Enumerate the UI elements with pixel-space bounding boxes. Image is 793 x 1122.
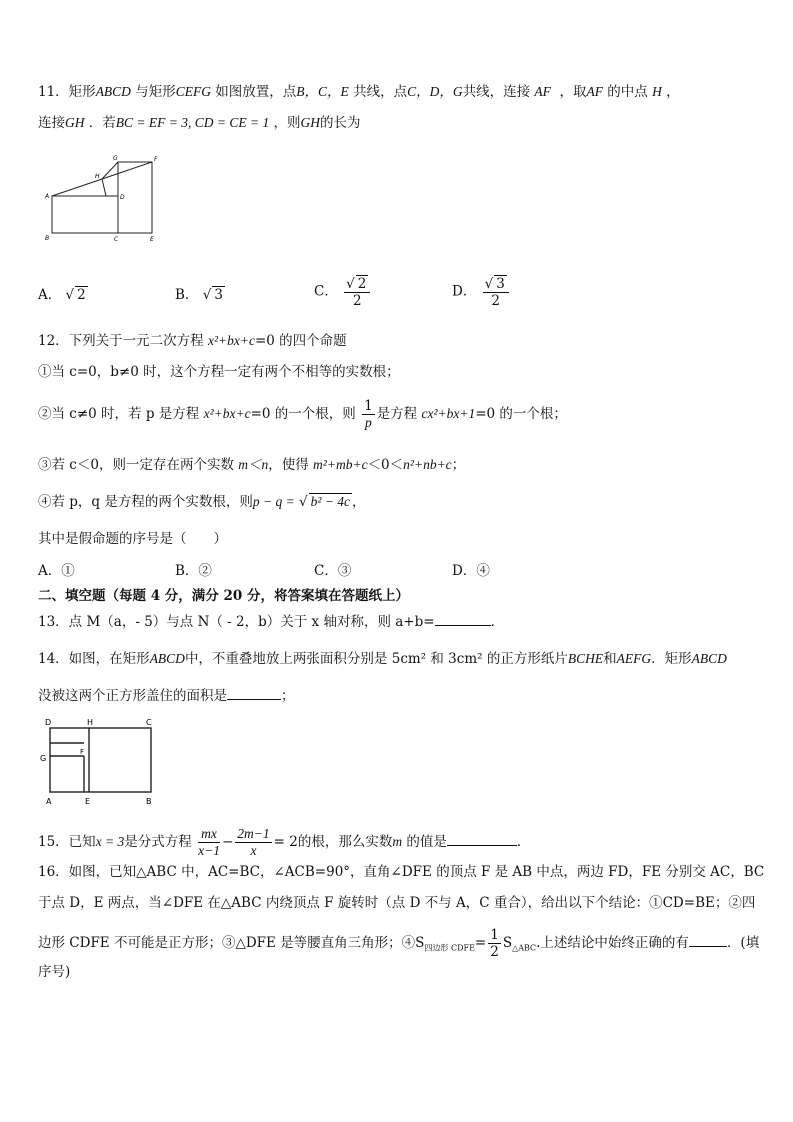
section-2-heading: 二、填空题（每题 4 分，满分 20 分，将答案填在答题纸上） xyxy=(38,588,409,604)
q12-option-c[interactable]: C．③ xyxy=(314,563,352,579)
label-f: F xyxy=(80,748,85,756)
segment-gc-extra xyxy=(102,179,106,196)
label-b: B xyxy=(146,797,152,806)
q11-line2: 连接GH ．若BC = EF = 3, CD = CE = 1 ，则GH的长为 xyxy=(38,115,361,131)
q15-line: 15．已知x = 3是分式方程 $\frac{mx}{x-1}$ − $\frac{2m-1}{x}$ = 2的根，那么实数m 的值是 ． xyxy=(38,826,531,858)
q12-statement-2: ②当 c≠0 时，若 p 是方程 x²+bx+c=0 的一个根，则 $\frac{1}{p}$ 是方程 cx²+bx+1=0 的一个根； xyxy=(38,398,567,430)
label-e: E xyxy=(150,236,154,243)
label-g: G xyxy=(40,754,47,763)
label-a: A xyxy=(46,797,52,806)
rect-abcd xyxy=(52,196,118,233)
label-f: F xyxy=(154,156,158,163)
label-c: C xyxy=(114,236,119,243)
q11-option-d[interactable]: D． $\frac{√ 3}{2}$ xyxy=(452,275,511,309)
q12-statement-4: ④若 p，q 是方程的两个实数根，则p − q = √ b² − 4c ， xyxy=(38,494,366,510)
label-b: B xyxy=(45,235,50,242)
q16-line2: 于点 D，E 两点，当∠DFE 在△ABC 内绕顶点 F 旋转时（点 D 不与 A，C 重合），给出以下个结论：①CD=BE；②四 xyxy=(38,895,756,911)
q11-figure xyxy=(40,152,170,247)
q11-option-b[interactable]: B． √ 3 xyxy=(175,287,223,303)
q12-option-b[interactable]: B．② xyxy=(175,563,212,579)
label-d: D xyxy=(120,194,125,201)
q15-answer-blank[interactable] xyxy=(447,833,517,846)
q12-stem: 12．下列关于一元二次方程 x²+bx+c=0 的四个命题 xyxy=(38,333,347,349)
q11-option-a[interactable]: A． √ 2 xyxy=(38,287,86,303)
q14-line2: 没被这两个正方形盖住的面积是 ； xyxy=(38,688,295,704)
q12-option-d[interactable]: D．④ xyxy=(452,563,490,579)
q12-option-a[interactable]: A．① xyxy=(38,563,75,579)
label-h: H xyxy=(95,173,100,180)
label-d: D xyxy=(45,718,52,727)
label-h: H xyxy=(87,718,94,727)
q11-option-c[interactable]: C． $\frac{√ 2}{2}$ xyxy=(314,275,372,309)
q13-line: 13．点 M（a，- 5）与点 N（ - 2，b）关于 x 轴对称，则 a+b= ． xyxy=(38,614,505,630)
rect-abcd xyxy=(50,728,151,792)
q12-statement-3: ③若 c＜0，则一定存在两个实数 m＜n，使得 m²+mb+c＜0＜n²+nb+c； xyxy=(38,457,466,473)
label-c: C xyxy=(146,718,152,727)
label-g: G xyxy=(113,155,118,162)
q14-line1: 14．如图，在矩形ABCD中，不重叠地放上两张面积分别是 5cm² 和 3cm² 的正方形纸片BCHE和AEFG．矩形ABCD xyxy=(38,651,727,667)
q11-line1: 11．矩形ABCD 与矩形CEFG 如图放置，点B，C，E 共线，点C，D，G共线，连接 AF ，取AF 的中点 H ， xyxy=(38,84,680,100)
q16-line1: 16．如图，已知△ABC 中，AC=BC，∠ACB=90°，直角∠DFE 的顶点 F 是 AB 中点，两边 FD，FE 分别交 AC，BC xyxy=(38,864,765,880)
q16-answer-blank[interactable] xyxy=(689,934,727,947)
q12-statement-1: ①当 c=0，b≠0 时，这个方程一定有两个不相等的实数根； xyxy=(38,364,400,380)
q16-line3: 边形 CDFE 不可能是正方形；③△DFE 是等腰直角三角形；$④S_{四边形 CDFE}=$ $\frac{1}{2}$ $S_{\triangle ABC}$.上述结论中始终正确的有 ．(填 xyxy=(38,927,760,960)
label-a: A xyxy=(45,193,50,200)
q16-line4: 序号) xyxy=(38,964,71,980)
q14-answer-blank[interactable] xyxy=(227,687,281,700)
q13-answer-blank[interactable] xyxy=(435,613,491,626)
label-e: E xyxy=(85,797,91,806)
q14-figure xyxy=(36,716,161,808)
q12-question: 其中是假命题的序号是（ ） xyxy=(38,531,227,547)
